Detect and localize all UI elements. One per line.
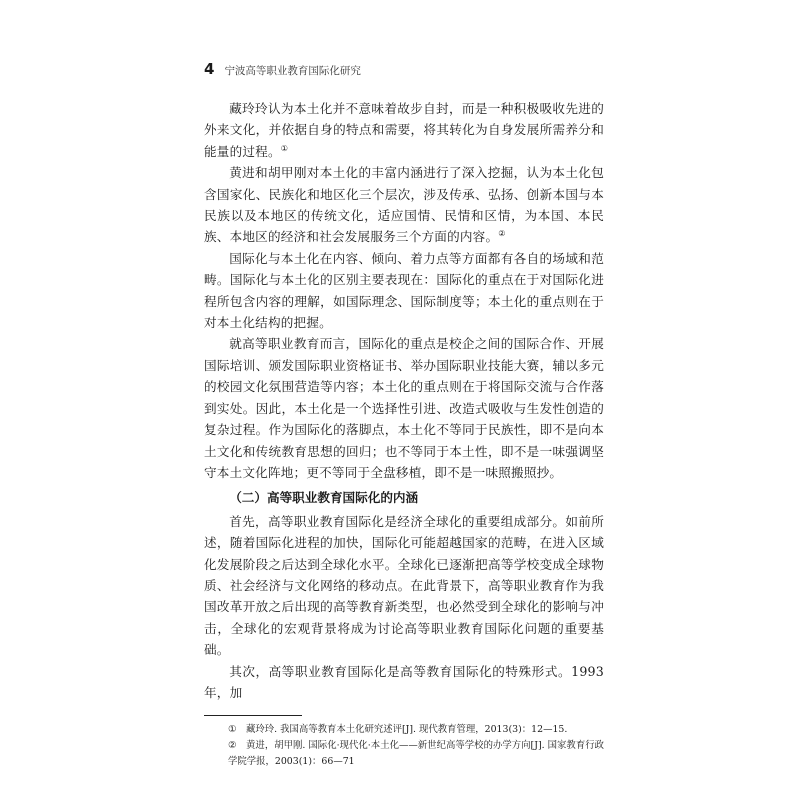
paragraph-2-text: 黄进和胡甲刚对本土化的丰富内涵进行了深入挖掘，认为本土化包含国家化、民族化和地区化三个层次，涉及传承、弘扬、创新本国与本民族以及本地区的传统文化，适应国情、民情和区情，为本国、本民族、本地区的经济和社会发展服务三个方面的内容。	[204, 165, 604, 245]
footnote-2	[204, 738, 604, 770]
paragraph-6-text: 其次，高等职业教育国际化是高等教育国际化的特殊形式。1993 年，加	[204, 663, 604, 700]
paragraph-3	[204, 248, 604, 334]
page-number: 4	[204, 60, 215, 78]
running-header	[204, 60, 604, 84]
footnote-1	[204, 722, 604, 738]
paragraph-2	[204, 162, 604, 248]
footnote-1-text: 藏玲玲. 我国高等教育本土化研究述评[J]. 现代教育管理，2013(3)：12—15.	[246, 724, 568, 736]
body-text	[204, 98, 604, 703]
paragraph-4-text: 就高等职业教育而言，国际化的重点是校企之间的国际合作、开展国际培训、颁发国际职业资格证书、举办国际职业技能大赛，辅以多元的校园文化氛围营造等内容；本土化的重点则在于将国际交流与合作落到实处。因此，本土化是一个选择性引进、改造式吸收与生发性创造的复杂过程。作为国际化的落脚点，本土化不等同于民族性，即不是向本土文化和传统教育思想的回归；也不等同于本土性，即不是一味强调坚守本土文化阵地；更不等同于全盘移植，即不是一味照搬照抄。	[204, 336, 604, 480]
running-header-title: 宁波高等职业教育国际化研究	[224, 65, 361, 77]
section-heading: （二）高等职业教育国际化的内涵	[229, 490, 419, 506]
paragraph-5	[204, 511, 604, 661]
footnote-2-mark: ②	[228, 740, 237, 752]
paragraph-3-text: 国际化与本土化在内容、倾向、着力点等方面都有各自的场域和范畴。国际化与本土化的区别主要表现在：国际化的重点在于对国际化进程所包含内容的理解，如国际理念、国际制度等；本土化的重点则在于对本土化结构的把握。	[204, 250, 604, 331]
footnotes	[204, 722, 604, 770]
paragraph-1-text: 藏玲玲认为本土化并不意味着故步自封，而是一种积极吸收先进的外来文化，并依据自身的特点和需要，将其转化为自身发展所需养分和能量的过程。	[204, 101, 604, 159]
footnote-ref-1: ①	[280, 143, 289, 153]
paragraph-6	[204, 661, 604, 704]
paragraph-5-text: 首先，高等职业教育国际化是经济全球化的重要组成部分。如前所述，随着国际化进程的加快，国际化可能超越国家的范畴，在进入区域化发展阶段之后达到全球化水平。全球化已逐渐把高等学校变成全球物质、社会经济与文化网络的移动点。在此背景下，高等职业教育作为我国改革开放之后出现的高等教育新类型，也必然受到全球化的影响与冲击，全球化的宏观背景将成为讨论高等职业教育国际化问题的重要基础。	[204, 513, 604, 658]
book-page	[204, 60, 604, 780]
footnote-1-mark: ①	[228, 724, 237, 736]
footnote-2-text: 黄进，胡甲刚. 国际化·现代化·本土化——新世纪高等学校的办学方向[J]. 国家教育行政学院学报，2003(1)：66—71	[228, 740, 604, 768]
paragraph-1	[204, 98, 604, 162]
footnote-ref-2: ②	[498, 229, 506, 239]
footnote-divider	[204, 715, 302, 716]
paragraph-4	[204, 333, 604, 483]
